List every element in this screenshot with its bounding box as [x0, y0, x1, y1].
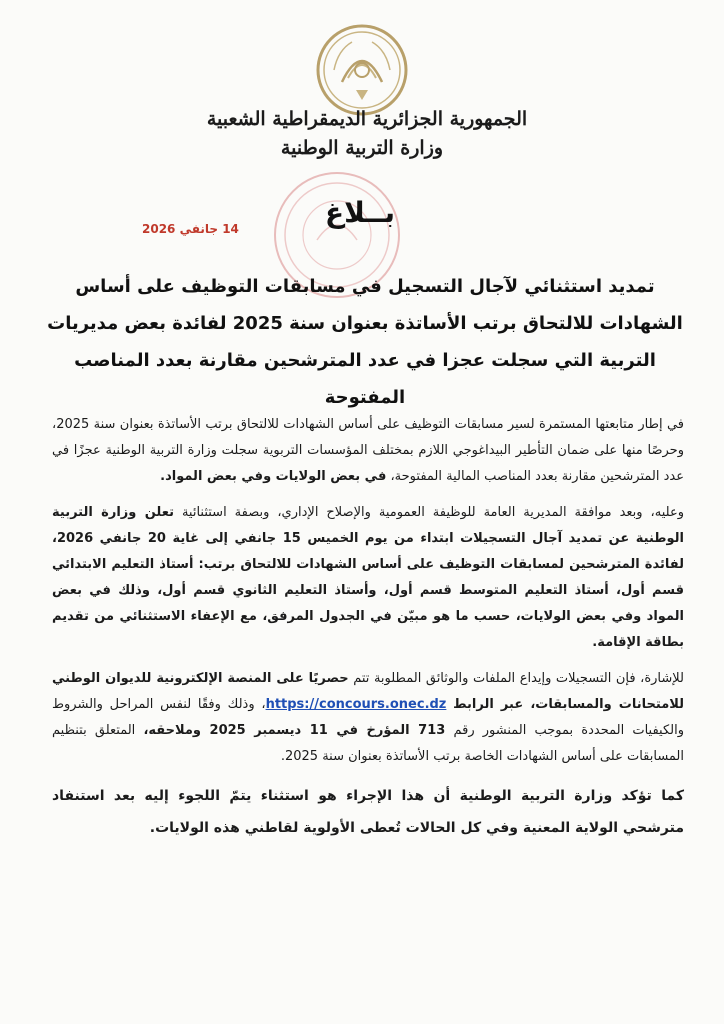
paragraph-3-emphasis-1: حصريًا على المنصة الإلكترونية للديوان الوطني للامتحانات والمسابقات، عبر الرابط [52, 671, 684, 712]
ministry-name: وزارة التربية الوطنية [280, 137, 444, 159]
paragraph-3-text-2: ، وذلك وفقًا لنفس المراحل والشروط والكيفيات المحددة بموجب المنشور رقم [52, 697, 684, 738]
paragraph-1 [52, 412, 684, 490]
paragraph-3 [52, 666, 684, 770]
paragraph-3-emphasis-2: 713 المؤرخ في 11 ديسمبر 2025 وملاحقه، [143, 723, 446, 738]
republic-name: الجمهورية الجزائرية الديمقراطية الشعبية [206, 108, 528, 130]
paragraph-1-text: في إطار متابعتها المستمرة لسير مسابقات التوظيف على أساس الشهادات للالتحاق برتب الأساتذة بعنوان سنة 2025، وحرصًا منها على ضمان التأطير البيداغوجي اللازم بمختلف المؤسسات التربوية سجلت وزارة التربية الوطنية عجزًا في عدد المترشحين مقارنة بعدد المناصب المالية المفتوحة، [52, 417, 684, 484]
paragraph-2-emphasis: تعلن وزارة التربية الوطنية عن تمديد آجال التسجيلات ابتداء من يوم الخميس 15 جانفي إلى غاية 20 جانفي 2026، لفائدة المترشحين لمسابقات التوظيف على أساس الشهادات للالتحاق برتب: أستاذ التعليم الابتدائي قسم أول، أستاذ التعليم المتوسط قسم أول، وأستاذ التعليم الثانوي قسم أول، وذلك في بعض المواد وفي بعض الولايات، حسب ما هو مبيّن في الجدول المرفق، مع الإعفاء الاستثنائي من تقديم بطاقة الإقامة. [52, 505, 684, 650]
notice-title: بــلاغ [324, 196, 396, 229]
paragraph-1-emphasis: في بعض الولايات وفي بعض المواد. [160, 469, 387, 484]
paragraph-2-text: وعليه، وبعد موافقة المديرية العامة للوظيفة العمومية والإصلاح الإداري، وبصفة استثنائية [181, 505, 684, 520]
paragraph-3-text-3: المتعلق بتنظيم المسابقات على أساس الشهادات الخاصة برتب الأساتذة بعنوان سنة 2025. [52, 723, 684, 764]
date-stamp: 14 جانفي 2026 [142, 222, 239, 236]
national-emblem-icon [312, 20, 412, 120]
notice-body [52, 412, 684, 854]
platform-link[interactable]: https://concours.onec.dz [265, 697, 447, 712]
paragraph-2 [52, 500, 684, 656]
paragraph-4: كما تؤكد وزارة التربية الوطنية أن هذا الإجراء هو استثناء يتمّ اللجوء إليه بعد استنفاد مترشحي الولاية المعنية وفي كل الحالات تُعطى الأولوية لقاطني هذه الولايات. [52, 788, 684, 836]
paragraph-3-text-1: للإشارة، فإن التسجيلات وإيداع الملفات والوثائق المطلوبة تتم [353, 671, 684, 686]
notice-headline: تمديد استثنائي لآجال التسجيل في مسابقات التوظيف على أساس الشهادات للالتحاق برتب الأساتذة بعنوان سنة 2025 لفائدة بعض مديريات التربية التي سجلت عجزا في عدد المترشحين مقارنة بعدد المناصب المفتوحة [47, 276, 683, 408]
